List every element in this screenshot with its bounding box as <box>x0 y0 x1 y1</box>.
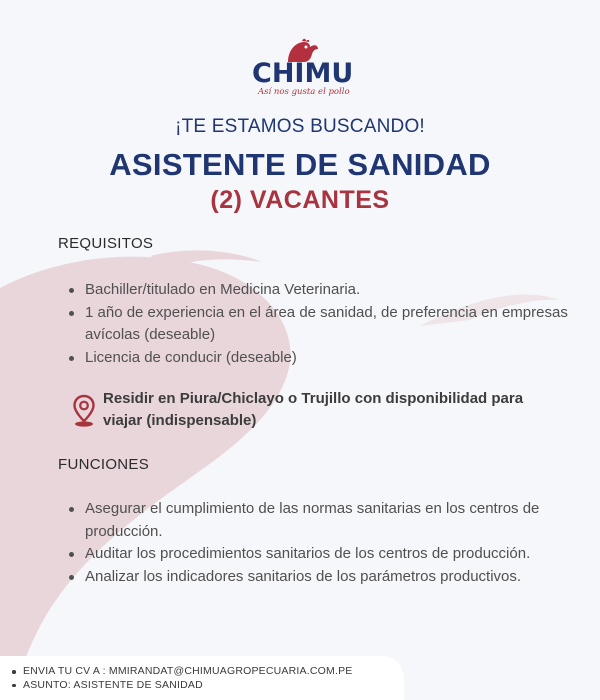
job-title: ASISTENTE DE SANIDAD <box>109 147 491 182</box>
list-item: Auditar los procedimientos sanitarios de los centros de producción. <box>68 543 568 566</box>
list-item: Bachiller/titulado en Medicina Veterinaria. <box>68 279 568 302</box>
requirements-list <box>68 279 568 369</box>
vacancies-count: (2) VACANTES <box>210 186 390 214</box>
brand-logo <box>236 38 364 102</box>
kicker-text: ¡TE ESTAMOS BUSCANDO! <box>175 116 425 137</box>
functions-list <box>68 498 568 588</box>
requirements-heading: REQUISITOS <box>58 235 154 252</box>
subject-line: ASUNTO: ASISTENTE DE SANIDAD <box>12 679 352 693</box>
list-item: 1 año de experiencia en el área de sanidad, de preferencia en empresas avícolas (deseable) <box>68 302 568 347</box>
functions-heading: FUNCIONES <box>58 456 150 473</box>
brand-name: CHIMU <box>252 58 354 89</box>
list-item: Asegurar el cumplimiento de las normas sanitarias en los centros de producción. <box>68 498 568 543</box>
location-pin-icon <box>72 394 96 428</box>
send-cv-line[interactable]: ENVIA TU CV A : MMIRANDAT@CHIMUAGROPECUARIA.COM.PE <box>12 665 352 679</box>
list-item: Analizar los indicadores sanitarios de los parámetros productivos. <box>68 566 568 589</box>
contact-list <box>12 665 352 692</box>
location-requirement: Residir en Piura/Chiclayo o Trujillo con disponibilidad para viajar (indispensable) <box>103 390 524 429</box>
brand-tagline: Así nos gusta el pollo <box>258 87 350 97</box>
list-item: Licencia de conducir (deseable) <box>68 347 568 370</box>
